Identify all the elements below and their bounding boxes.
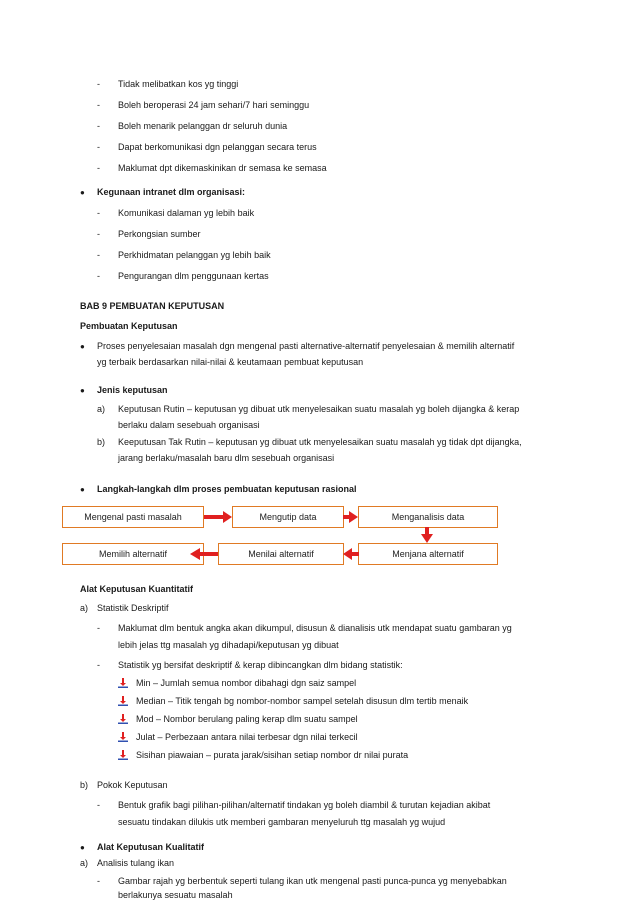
kuantitatif-b-title: Pokok Keputusan xyxy=(97,780,168,790)
download-arrow-icon xyxy=(118,732,128,742)
kuantitatif-b-label: b) xyxy=(80,780,89,790)
bullet-icon: ● xyxy=(80,188,85,197)
list-item: Boleh menarik pelanggan dr seluruh dunia xyxy=(118,121,288,131)
stat-mod: Mod – Nombor berulang paling kerap dlm suatu sampel xyxy=(136,714,358,724)
bullet-icon: ● xyxy=(80,342,85,351)
desc-line-2: lebih jelas ttg masalah yg dihadapi/keputusan yg dibuat xyxy=(118,640,339,650)
list-item: Boleh beroperasi 24 jam sehari/7 hari seminggu xyxy=(118,100,310,110)
list-item: Perkhidmatan pelanggan yg lebih baik xyxy=(118,250,271,260)
definition-line-1: Proses penyelesaian masalah dgn mengenal pasti alternative-alternatif penyelesaian & memilih alternatif xyxy=(97,341,515,351)
bullet-icon: ● xyxy=(80,386,85,395)
list-item: Perkongsian sumber xyxy=(118,229,201,239)
dash: - xyxy=(97,208,100,218)
dash: - xyxy=(97,800,100,810)
arrow-left-icon xyxy=(343,548,359,560)
definition-line-2: yg terbaik berdasarkan nilai-nilai & keutamaan pembuat keputusan xyxy=(97,357,364,367)
list-item: Komunikasi dalaman yg lebih baik xyxy=(118,208,255,218)
jenis-a-line-1: Keputusan Rutin – keputusan yg dibuat utk menyelesaikan suatu masalah yg boleh dijangka & kerap xyxy=(118,404,520,414)
list-item: Dapat berkomunikasi dgn pelanggan secara terus xyxy=(118,142,317,152)
jenis-b-label: b) xyxy=(97,437,106,447)
chapter-title: BAB 9 PEMBUATAN KEPUTUSAN xyxy=(80,301,225,311)
desc-stats-intro: Statistik yg bersifat deskriptif & kerap dibincangkan dlm bidang statistik: xyxy=(118,660,403,670)
pokok-line-1: Bentuk grafik bagi pilihan-pilihan/alternatif tindakan yg boleh diambil & turutan kejadian akibat xyxy=(118,800,491,810)
arrow-right-icon xyxy=(343,511,359,523)
desc-line-1: Maklumat dlm bentuk angka akan dikumpul, disusun & dianalisis utk mendapat suatu gambaran yg xyxy=(118,623,512,633)
stat-median: Median – Titik tengah bg nombor-nombor sampel setelah disusun dlm tertib menaik xyxy=(136,696,469,706)
list-item: Pengurangan dlm penggunaan kertas xyxy=(118,271,269,281)
download-arrow-icon xyxy=(118,696,128,706)
arrow-right-icon xyxy=(204,511,234,523)
list-item: Maklumat dpt dikemaskinikan dr semasa ke semasa xyxy=(118,163,327,173)
step-evaluate-alternatives: Menilai alternatif xyxy=(218,543,344,565)
jenis-heading: Jenis keputusan xyxy=(97,385,168,395)
dash: - xyxy=(97,271,100,281)
stat-julat: Julat – Perbezaan antara nilai terbesar dgn nilai terkecil xyxy=(136,732,358,742)
kualitatif-heading: Alat Keputusan Kualitatif xyxy=(97,842,205,852)
arrow-left-icon xyxy=(190,548,218,560)
dash: - xyxy=(97,79,100,89)
step-choose-alternative: Memilih alternatif xyxy=(62,543,204,565)
dash: - xyxy=(97,100,100,110)
pokok-line-2: sesuatu tindakan dilukis utk memberi gambaran menyeluruh ttg masalah yg wujud xyxy=(118,817,446,827)
step-generate-alternatives: Menjana alternatif xyxy=(358,543,498,565)
step-collect-data: Mengutip data xyxy=(232,506,344,528)
stat-min: Min – Jumlah semua nombor dibahagi dgn saiz sampel xyxy=(136,678,357,688)
bullet-icon: ● xyxy=(80,485,85,494)
bullet-icon: ● xyxy=(80,843,85,852)
step-analyze-data: Menganalisis data xyxy=(358,506,498,528)
dash: - xyxy=(97,121,100,131)
dash: - xyxy=(97,142,100,152)
dash: - xyxy=(97,163,100,173)
list-item: Tidak melibatkan kos yg tinggi xyxy=(118,79,239,89)
kuantitatif-a-label: a) xyxy=(80,603,89,613)
kuantitatif-heading: Alat Keputusan Kuantitatif xyxy=(80,584,194,594)
jenis-b-line-1: Keeputusan Tak Rutin – keputusan yg dibuat utk menyelesaikan suatu masalah yg tidak dpt dijangka, xyxy=(118,437,522,447)
arrow-down-icon xyxy=(421,527,433,544)
chapter-subtitle: Pembuatan Keputusan xyxy=(80,321,178,331)
tulang-line-2: berlakunya sesuatu masalah xyxy=(118,890,233,900)
intranet-heading: Kegunaan intranet dlm organisasi: xyxy=(97,187,246,197)
download-arrow-icon xyxy=(118,678,128,688)
kuantitatif-a-title: Statistik Deskriptif xyxy=(97,603,169,613)
stat-sisihan: Sisihan piawaian – purata jarak/sisihan setiap nombor dr nilai purata xyxy=(136,750,409,760)
tulang-line-1: Gambar rajah yg berbentuk seperti tulang ikan utk mengenal pasti punca-punca yg menyebabkan xyxy=(118,876,507,886)
download-arrow-icon xyxy=(118,750,128,760)
dash: - xyxy=(97,623,100,633)
dash: - xyxy=(97,229,100,239)
kualitatif-a-label: a) xyxy=(80,858,89,868)
jenis-b-line-2: jarang berlaku/masalah baru dlm sesebuah organisasi xyxy=(118,453,335,463)
download-arrow-icon xyxy=(118,714,128,724)
dash: - xyxy=(97,660,100,670)
step-identify-problem: Mengenal pasti masalah xyxy=(62,506,204,528)
dash: - xyxy=(97,876,100,886)
jenis-a-label: a) xyxy=(97,404,106,414)
jenis-a-line-2: berlaku dalam sesebuah organisasi xyxy=(118,420,260,430)
dash: - xyxy=(97,250,100,260)
langkah-heading: Langkah-langkah dlm proses pembuatan keputusan rasional xyxy=(97,484,357,494)
kualitatif-a-title: Analisis tulang ikan xyxy=(97,858,175,868)
